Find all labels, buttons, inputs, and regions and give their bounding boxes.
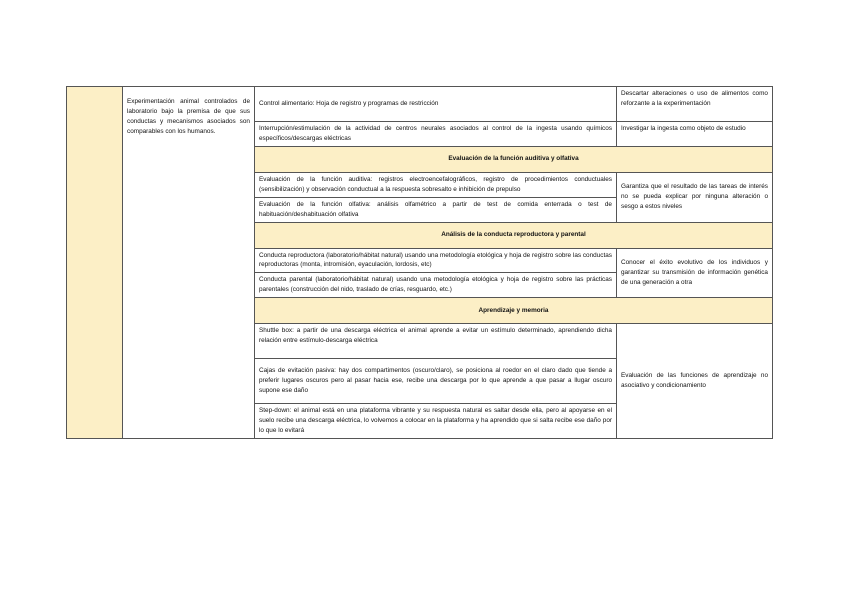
category-cell: Experimentación animal controlados de laboratorio bajo la premisa de que sus conductas y mecanismos asociados son comparables con los humanos. <box>123 87 255 439</box>
method-cell: Conducta parental (laboratorio/hábitat natural) usando una metodología etológica y hoja de registro sobre las prácticas parentales (construcción del nido, traslado de crías, resguardo, etc.) <box>255 273 617 298</box>
purpose-cell: Evaluación de las funciones de aprendizaje no asociativo y condicionamiento <box>617 324 773 439</box>
section-title: Aprendizaje y memoria <box>255 298 773 324</box>
method-cell: Evaluación de la función auditiva: registros electroencefalográficos, registro de procedimientos conductuales (sensibilización) y observación conductual a la respuesta sobresalto e inhibición de prepulso <box>255 172 617 197</box>
method-cell: Interrupción/estimulación de la actividad de centros neurales asociados al control de la ingesta usando químicos específicos/descargas eléctricas <box>255 122 617 147</box>
method-cell: Shuttle box: a partir de una descarga eléctrica el animal aprende a evitar un estímulo determinado, aprendiendo dicha relación entre estímulo-descarga eléctrica <box>255 324 617 359</box>
highlight-column <box>67 87 123 439</box>
table-row <box>67 87 773 122</box>
purpose-cell: Investigar la ingesta como objeto de estudio <box>617 122 773 147</box>
section-title: Análisis de la conducta reproductora y parental <box>255 222 773 248</box>
method-cell: Control alimentario: Hoja de registro y programas de restricción <box>255 87 617 122</box>
method-cell: Conducta reproductora (laboratorio/hábitat natural) usando una metodología etológica y hoja de registro sobre las conductas reproductoras (monta, intromisión, eyaculación, lordosis, etc) <box>255 248 617 273</box>
method-cell: Step-down: el animal está en una plataforma vibrante y su respuesta natural es saltar desde ella, pero al apoyarse en el suelo recibe una descarga eléctrica, lo volvemos a colocar en la plataforma y ha aprendido que si salta recibe ese daño por lo que lo evitará <box>255 404 617 439</box>
purpose-cell: Garantiza que el resultado de las tareas de interés no se pueda explicar por ninguna alteración o sesgo a estos niveles <box>617 172 773 222</box>
section-title: Evaluación de la función auditiva y olfativa <box>255 146 773 172</box>
method-cell: Evaluación de la función olfativa: análisis olfamétrico a partir de test de comida enterrada o test de habituación/deshabituación olfativa <box>255 197 617 222</box>
purpose-cell: Conocer el éxito evolutivo de los individuos y garantizar su transmisión de información genética de una generación a otra <box>617 248 773 298</box>
method-cell: Cajas de evitación pasiva: hay dos compartimentos (oscuro/claro), se posiciona al roedor en el claro dado que tiende a preferir lugares oscuros pero al pasar hacia ese, recibe una descarga por lo que aprende a que pasar a llugar oscuro supone ese daño <box>255 359 617 404</box>
methods-table <box>66 86 773 439</box>
purpose-cell: Descartar alteraciones o uso de alimentos como reforzante a la experimentación <box>617 87 773 122</box>
